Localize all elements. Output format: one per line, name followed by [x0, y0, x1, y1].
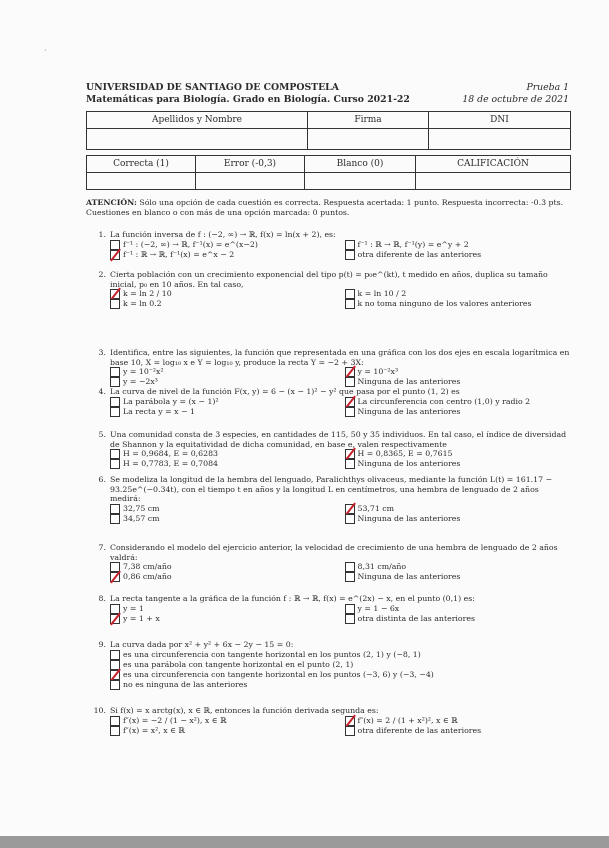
option-text: y = 1 − 6x: [357, 603, 400, 613]
option-text: otra diferente de las anteriores: [357, 725, 482, 735]
question-text: Se modeliza la longitud de la hembra del lenguado, Paralichthys olivaceus, mediante la función L(t) = 161.17 − 93.25e^(−0.34t), con el tiempo t en años y la longitud L en centímetros, una hembra de lenguado de 2 años medirá:: [110, 475, 553, 504]
answer-option[interactable]: [345, 716, 572, 726]
answer-option[interactable]: [110, 514, 337, 524]
answer-option[interactable]: [345, 377, 572, 387]
grade-value: [416, 173, 571, 190]
option-text: y = 10⁻²x²: [123, 367, 164, 377]
answer-checkbox[interactable]: [345, 614, 355, 624]
option-text: no es ninguna de las anteriores: [123, 679, 248, 689]
question-number: 2.: [98, 270, 106, 279]
answer-option[interactable]: [110, 650, 571, 660]
error-count: [196, 173, 305, 190]
option-text: otra distinta de las anteriores: [357, 613, 475, 623]
question-text: La recta tangente a la gráfica de la función f : ℝ → ℝ, f(x) = e^(2x) − x, en el punto (0,1) es:: [110, 594, 475, 603]
option-text: f″(x) = 2 / (1 + x²)², x ∈ ℝ: [357, 715, 458, 725]
question-text: Considerando el modelo del ejercicio anterior, la velocidad de crecimiento de una hembra de lenguado de 2 años valdrá:: [110, 543, 558, 562]
answer-option[interactable]: [110, 289, 337, 299]
answer-checkbox[interactable]: [110, 572, 120, 582]
answer-option[interactable]: [110, 397, 337, 407]
question-stem: [86, 706, 571, 716]
answer-checkbox[interactable]: [345, 367, 355, 377]
options: [110, 604, 571, 624]
answer-option[interactable]: [345, 504, 572, 514]
option-text: H = 0,7783, E = 0,7084: [123, 459, 218, 469]
answer-checkbox[interactable]: [345, 504, 355, 514]
signature-field[interactable]: [308, 129, 429, 150]
signature-header: Firma: [308, 112, 429, 129]
option-text: k = ln 2 / 10: [123, 289, 172, 299]
question-text: Identifica, entre las siguientes, la función que representada en una gráfica con los dos ejes en escala logarítmica en base 10, X = log₁₀ x e Y = log₁₀ y, produce la recta Y = −2 + 3X:: [110, 348, 570, 367]
answer-checkbox[interactable]: [345, 250, 355, 260]
option-text: otra diferente de las anteriores: [357, 249, 482, 259]
answer-option[interactable]: [345, 367, 572, 377]
blank-count: [305, 173, 416, 190]
option-text: 8,31 cm/año: [357, 562, 407, 572]
option-text: 32,75 cm: [123, 503, 160, 513]
option-text: H = 0,9684, E = 0,6283: [123, 449, 218, 459]
question-text: La curva dada por x² + y² + 6x − 2y − 15 = 0:: [110, 640, 294, 649]
answer-checkbox[interactable]: [110, 299, 120, 309]
question: [86, 387, 571, 417]
option-text: La recta y = x − 1: [123, 406, 196, 416]
answer-checkbox[interactable]: [110, 614, 120, 624]
answer-checkbox[interactable]: [110, 726, 120, 736]
question-stem: [86, 387, 571, 397]
option-text: es una circunferencia con tangente horizontal en los puntos (2, 1) y (−8, 1): [123, 649, 421, 659]
question-number: 8.: [98, 594, 106, 603]
answer-option[interactable]: [110, 449, 337, 459]
option-text: Ninguna de las anteriores: [357, 377, 461, 387]
score-table: [86, 155, 571, 190]
question-number: 5.: [98, 430, 106, 439]
answer-option[interactable]: [345, 514, 572, 524]
answer-option[interactable]: [110, 604, 337, 614]
answer-checkbox[interactable]: [345, 289, 355, 299]
answer-checkbox[interactable]: [110, 716, 120, 726]
answer-option[interactable]: [110, 407, 337, 417]
answer-option[interactable]: [345, 250, 572, 260]
question-stem: [86, 270, 571, 289]
question-text: La curva de nivel de la función F(x, y) = 6 − (x − 1)² − y² que pasa por el punto (1, 2) es: [110, 387, 460, 396]
options: [110, 562, 571, 582]
option-text: k = ln 10 / 2: [357, 289, 407, 299]
question-number: 6.: [98, 475, 106, 484]
answer-checkbox[interactable]: [345, 604, 355, 614]
answer-checkbox[interactable]: [345, 459, 355, 469]
answer-option[interactable]: [110, 716, 337, 726]
question: [86, 594, 571, 624]
answer-option[interactable]: [345, 240, 572, 250]
question: [86, 706, 571, 736]
answer-option[interactable]: [110, 680, 571, 690]
options: [110, 504, 571, 524]
university-name: UNIVERSIDAD DE SANTIAGO DE COMPOSTELA: [86, 82, 339, 93]
answer-option[interactable]: [345, 407, 572, 417]
option-text: y = 1: [123, 603, 144, 613]
answer-checkbox[interactable]: [345, 397, 355, 407]
attention-label: ATENCIÓN:: [86, 198, 137, 207]
answer-option[interactable]: [110, 299, 337, 309]
scan-mark: ·: [44, 46, 47, 55]
option-text: k no toma ninguno de los valores anteriores: [357, 299, 532, 309]
answer-checkbox[interactable]: [110, 367, 120, 377]
options: [110, 367, 571, 387]
answer-checkbox[interactable]: [110, 407, 120, 417]
answer-checkbox[interactable]: [345, 377, 355, 387]
option-text: Ninguna de las anteriores: [357, 513, 461, 523]
answer-checkbox[interactable]: [345, 726, 355, 736]
answer-checkbox[interactable]: [110, 650, 120, 660]
option-text: Ninguna de las anteriores: [357, 406, 461, 416]
option-text: y = 10⁻²x³: [357, 367, 399, 377]
options: [110, 397, 571, 417]
correct-header: Correcta (1): [87, 156, 196, 173]
question-stem: [86, 475, 571, 504]
option-text: 7,38 cm/año: [123, 562, 172, 572]
option-text: k = ln 0.2: [123, 299, 162, 309]
question: [86, 230, 571, 260]
option-text: y = −2x³: [123, 377, 158, 387]
test-title: Prueba 1: [526, 82, 569, 93]
question-text: Cierta población con un crecimiento exponencial del tipo p(t) = p₀e^(kt), t medido en años, duplica su tamaño inicial, p₀ en 10 años. En tal caso,: [110, 270, 548, 289]
answer-checkbox[interactable]: [110, 449, 120, 459]
options: [110, 449, 571, 469]
answer-checkbox[interactable]: [110, 514, 120, 524]
correct-count: [87, 173, 196, 190]
answer-option[interactable]: [110, 367, 337, 377]
answer-option[interactable]: [110, 614, 337, 624]
option-text: f⁻¹ : ℝ → ℝ, f⁻¹(x) = e^x − 2: [123, 249, 235, 259]
dni-header: DNI: [429, 112, 571, 129]
answer-option[interactable]: [345, 604, 572, 614]
attention-text: Sólo una opción de cada cuestión es correcta. Respuesta acertada: 1 punto. Respuesta incorrecta: -0.3 pts. Cuestiones en blanco o con más de una opción marcada: 0 puntos.: [86, 198, 564, 217]
question-text: La función inversa de f : (−2, ∞) → ℝ, f(x) = ln(x + 2), es:: [110, 230, 336, 239]
option-text: Ninguna de los anteriores: [357, 459, 461, 469]
question-number: 4.: [98, 387, 106, 396]
answer-option[interactable]: [345, 449, 572, 459]
answer-checkbox[interactable]: [345, 572, 355, 582]
options: [110, 650, 571, 690]
answer-checkbox[interactable]: [345, 716, 355, 726]
answer-option[interactable]: [345, 289, 572, 299]
question-text: Si f(x) = x arctg(x), x ∈ ℝ, entonces la función derivada segunda es:: [110, 706, 379, 715]
error-header: Error (-0,3): [196, 156, 305, 173]
answer-checkbox[interactable]: [345, 514, 355, 524]
course-title: Matemáticas para Biología. Grado en Biología. Curso 2021-22: [86, 94, 410, 105]
question-stem: [86, 543, 571, 562]
question-text: Una comunidad consta de 3 especies, en cantidades de 115, 50 y 35 individuos. En tal caso, el índice de diversidad de Shannon y la equitatividad de dicha comunidad, en base e, valen respectivamente: [110, 430, 567, 449]
answer-option[interactable]: [110, 240, 337, 250]
answer-checkbox[interactable]: [345, 407, 355, 417]
option-text: La circunferencia con centro (1,0) y radio 2: [357, 396, 531, 406]
attention-notice: [86, 198, 571, 218]
option-text: Ninguna de las anteriores: [357, 572, 461, 582]
test-date: 18 de octubre de 2021: [462, 94, 569, 105]
answer-option[interactable]: [345, 562, 572, 572]
answer-option[interactable]: [345, 572, 572, 582]
scan-edge: [0, 836, 609, 848]
question: [86, 543, 571, 582]
question: [86, 348, 571, 387]
answer-checkbox[interactable]: [110, 289, 120, 299]
answer-option[interactable]: [110, 670, 571, 680]
answer-checkbox[interactable]: [110, 250, 120, 260]
option-text: f⁻¹ : (−2, ∞) → ℝ, f⁻¹(x) = e^(x−2): [123, 239, 258, 249]
question-stem: [86, 348, 571, 367]
question: [86, 640, 571, 690]
header-left: [86, 82, 410, 106]
option-text: La parábola y = (x − 1)²: [123, 396, 219, 406]
answer-checkbox[interactable]: [110, 397, 120, 407]
answer-option[interactable]: [345, 459, 572, 469]
option-text: 0,86 cm/año: [123, 572, 172, 582]
answer-option[interactable]: [345, 726, 572, 736]
option-text: 53,71 cm: [357, 503, 395, 513]
options: [110, 240, 571, 260]
option-text: H = 0,8365, E = 0,7615: [357, 449, 453, 459]
question: [86, 270, 571, 309]
answer-checkbox[interactable]: [345, 299, 355, 309]
question-stem: [86, 640, 571, 650]
question: [86, 475, 571, 524]
name-header: Apellidos y Nombre: [87, 112, 308, 129]
answer-checkbox[interactable]: [345, 240, 355, 250]
question-number: 1.: [98, 230, 106, 239]
dni-field[interactable]: [429, 129, 571, 150]
option-text: 34,57 cm: [123, 513, 160, 523]
question-number: 7.: [98, 543, 106, 552]
student-id-table: [86, 111, 571, 150]
answer-checkbox[interactable]: [110, 504, 120, 514]
question-stem: [86, 594, 571, 604]
answer-checkbox[interactable]: [110, 377, 120, 387]
answer-checkbox[interactable]: [110, 680, 120, 690]
name-field[interactable]: [87, 129, 308, 150]
options: [110, 289, 571, 309]
answer-option[interactable]: [110, 377, 337, 387]
option-text: es una parábola con tangente horizontal en el punto (2, 1): [123, 659, 354, 669]
question-number: 9.: [98, 640, 106, 649]
answer-option[interactable]: [110, 459, 337, 469]
answer-checkbox[interactable]: [345, 449, 355, 459]
answer-option[interactable]: [110, 572, 337, 582]
question-stem: [86, 430, 571, 449]
answer-checkbox[interactable]: [110, 459, 120, 469]
grade-header: CALIFICACIÓN: [416, 156, 571, 173]
answer-option[interactable]: [110, 562, 337, 572]
question-stem: [86, 230, 571, 240]
options: [110, 716, 571, 736]
answer-option[interactable]: [110, 504, 337, 514]
answer-checkbox[interactable]: [110, 670, 120, 680]
option-text: y = 1 + x: [123, 613, 160, 623]
option-text: f″(x) = x², x ∈ ℝ: [123, 725, 185, 735]
question-number: 10.: [93, 706, 106, 715]
answer-option[interactable]: [345, 614, 572, 624]
answer-option[interactable]: [345, 397, 572, 407]
question-number: 3.: [98, 348, 106, 357]
blank-header: Blanco (0): [305, 156, 416, 173]
question: [86, 430, 571, 469]
option-text: f″(x) = −2 / (1 − x²), x ∈ ℝ: [123, 715, 227, 725]
answer-option[interactable]: [345, 299, 572, 309]
header-right: [462, 82, 569, 106]
answer-option[interactable]: [110, 660, 571, 670]
answer-option[interactable]: [110, 250, 337, 260]
option-text: es una circunferencia con tangente horizontal en los puntos (−3, 6) y (−3, −4): [123, 669, 434, 679]
answer-checkbox[interactable]: [345, 562, 355, 572]
answer-option[interactable]: [110, 726, 337, 736]
option-text: f⁻¹ : ℝ → ℝ, f⁻¹(y) = e^y + 2: [357, 239, 469, 249]
